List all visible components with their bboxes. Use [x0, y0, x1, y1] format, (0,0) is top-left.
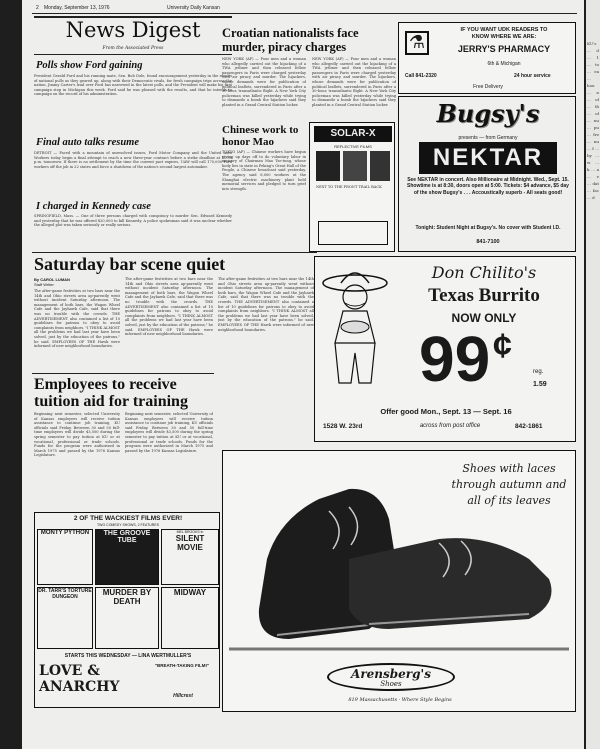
solarx-car-illustration	[318, 221, 388, 245]
film-cell-silent-movie[interactable]	[161, 529, 219, 585]
film-breath: "BREATH-TAKING FILM!"	[154, 663, 210, 668]
film-cell-text: MONTY PYTHON	[40, 530, 90, 536]
bar-scene-staff: Staff Writer	[34, 282, 54, 287]
croatian-headline: Croatian nationalists face murder, piracy charges	[222, 26, 359, 54]
arensbergs-logo	[327, 663, 455, 691]
bugsys-ad[interactable]	[398, 96, 576, 252]
film-ad[interactable]	[34, 512, 220, 708]
page-number: 2	[36, 5, 39, 11]
film-ad-title: 2 OF THE WACKIEST FILMS EVER!	[73, 515, 183, 522]
newspaper-page	[22, 0, 584, 749]
employees-text-col1: Beginning next semester, selected University of Kansas employees will receive tuition assistance to continue job training, KU officials said Friday. Between 30 and 50 full-time employees will divide $3,500 during the spring semester to pay tuition at KU or at vocational, professional or trade schools. Funds for the program were authorized in March 1975 and passed by the 1976 Kansas Legislature.	[34, 412, 120, 458]
adjacent-page-edge	[586, 0, 600, 749]
don-chilitos-ad[interactable]	[314, 256, 576, 442]
burrito-address: 1528 W. 23rd	[323, 423, 363, 430]
burrito-price: 99	[419, 323, 491, 395]
solarx-ad[interactable]	[309, 122, 395, 252]
burrito-across: across from post office	[419, 423, 481, 429]
film-cell-text: THE GROOVE TUBE	[103, 530, 151, 544]
jerrys-delivery: Free Delivery	[473, 84, 503, 90]
jerrys-line1: IF YOU WANT UDK READERS TO	[460, 27, 548, 33]
burrito-cents: ¢	[493, 327, 512, 365]
solarx-photo-right	[370, 151, 390, 181]
bugsys-presents: presents — from Germany	[458, 135, 518, 141]
bar-scene-text-col2: The after-game festivities at two bars near the 14th and Ohio streets area ap-parently went without incident Saturday afternoon. The management of both bars, the Wagon Wheel Cafe and the Jayhawk Cafe, said that there was no trouble with the crowds. THE ADVERTISEMENT also contained a list of 10 guidelines for patrons to obey to avoid complaints from neighbors. "I THINK ALMOST all the problems we had last year have been solved, just by the education of the patrons," he said. EMPLOYEES OF THE Hawk were informed of new neighborhood boundaries.	[125, 277, 213, 337]
bugsys-text2: Tonight: Student Night at Bugsy's. No cover with Student I.D.	[415, 225, 561, 231]
bugsys-logo: Bugsy's	[436, 99, 540, 128]
solarx-photo-mid	[343, 151, 367, 181]
jerrys-hours: 24 hour service	[514, 73, 551, 79]
digest-item-text: President Gerald Ford and his running mate, Sen. Bob Dole, found encouragement yesterday in the results of national polls as they geared up, along with their Democratic rivals, for fresh campaign trips across the nation. Jimmy Carter's lead over Ford has narrowed in the latest polls, and the President will make his first campaign stop in Michigan this week. Ford said he was pleased with the results, and that he intends to campaign on the record of his administration.	[34, 74, 232, 97]
film-cell-dr-tarr[interactable]	[37, 587, 93, 649]
adjacent-page-text: KU's ... d ... 1 ... to ... ea ... hou ... n ... of ... th ... of ... nu ... pu ... fre ... nu ... f ... by ... w ... k ... a ... e ... dat ... fac ... d	[587, 41, 599, 200]
film-cell-text: MURDER BY DEATH	[102, 588, 152, 606]
arensbergs-tagline: Shoes with laces through autumn and all of its leaves	[451, 462, 567, 507]
bar-scene-text-col3: The after-game festivities at two bars near the 14th and Ohio streets area ap-parently went without incident Saturday afternoon. The management of both bars, the Wagon Wheel Cafe and the Jayhawk Cafe, said that there was no trouble with the crowds. THE ADVERTISEMENT also contained a list of 10 guidelines for patrons to obey to avoid complaints from neighbors. "I THINK ALMOST all the problems we had last year have been solved, just by the education of the patrons," he said. EMPLOYEES OF THE Hawk were informed of new neighborhood boundaries.	[218, 277, 314, 332]
film-cell-midway[interactable]	[161, 587, 219, 649]
solarx-text: NEXT TO THE FRONT TRAIL BACK	[316, 185, 382, 189]
news-digest-title: News Digest	[65, 18, 201, 42]
chinese-text: TOKYO (AP) — Chinese workers have begun giving up days off to do voluntary labor in memory of Chairman Mao Tse-tung, whose body lies in state in Peking's Great Hall of the People, a Chinese broadcast said yesterday. The agency said 8,000 workers at the Shanghai electric machinery plant held memorial services and pledged to turn grief into strength.	[222, 150, 306, 191]
section-rule	[32, 252, 317, 253]
digest-item-text: SPRINGFIELD, Mass. — One of three persons charged with conspiracy to murder Sen. Edward Kennedy and yesterday that he was offered $20,000 to kill Kennedy. A police spokesman said it was unclear whether the alleged plot was taken seriously or really serious.	[34, 214, 232, 228]
page-date: Monday, September 13, 1976	[44, 5, 110, 11]
burrito-reg: reg.	[533, 369, 544, 375]
jerrys-line2: KNOW WHERE WE ARE:	[471, 34, 537, 40]
chinese-headline: Chinese work to honor Mao	[222, 124, 299, 148]
film-ad-subtitle: TWO COMEDY SHOWS, 2 FEATURES	[97, 523, 159, 527]
bar-scene-headline: Saturday bar scene quiet	[34, 254, 226, 274]
solarx-brand: SOLAR-X	[314, 126, 392, 142]
jerrys-phone: Call 841-2320	[405, 73, 437, 79]
croatian-text-col1: NEW YORK (AP) — Four men and a woman who allegedly carried out the hijacking of a TWA jetliner and then released fellow passengers in Paris were charged yesterday with air piracy and murder. The hijackers, whose demands were for publication of political leaflets, surrendered in Paris after a 30-hour, transatlantic flight. A New York City policeman was killed yesterday while trying to dismantle a bomb the hijackers said they planted in a Grand Central Station locker.	[222, 57, 306, 107]
arensbergs-ad[interactable]	[222, 450, 576, 712]
film-cell-monty-python[interactable]	[37, 529, 93, 585]
burrito-brand: Don Chilito's	[431, 263, 537, 282]
burrito-offer: Offer good Mon., Sept. 13 — Sept. 16	[380, 407, 512, 416]
employees-headline: Employees to receive tuition aid for training	[34, 376, 188, 410]
bugsys-text1: See NEKTAR in concert. Also Millionaire at Midnight. Wed., Sept. 15. Showtime is at 8:30, doors open at 5:00. Tickets: $4 advance, $5 day of the show Bugsy's . . . Accoustically superb - All seats good!	[407, 177, 569, 196]
film-cell-murder-by-death[interactable]	[95, 587, 159, 649]
jerrys-name: JERRY'S PHARMACY	[457, 44, 551, 54]
arensbergs-footer: 819 Massachusetts · Where Style Begins	[348, 697, 452, 703]
employees-text-col2: Beginning next semester, selected University of Kansas employees will receive tuition assistance to continue job training, KU officials said Friday. Between 30 and 50 full-time employees will divide $3,500 during the spring semester to pay tuition at KU or at vocational, professional or trade schools. Funds for the program were authorized in March 1975 and passed by the 1976 Kansas Legislature.	[125, 412, 213, 453]
bar-scene-text-col1: The after-game festivities at two bars near the 14th and Ohio streets area ap-parently went without incident Saturday afternoon. The management of both bars, the Wagon Wheel Cafe and the Jayhawk Cafe, said that there was no trouble with the crowds. THE ADVERTISEMENT also contained a list of 10 guidelines for patrons to obey to avoid complaints from neighbors. "I THINK ALMOST all the problems we had last year have been solved, just by the education of the patrons," he said. EMPLOYEES OF THE Hawk were informed of new neighborhood boundaries.	[34, 289, 120, 349]
film-cell-groove-tube[interactable]	[95, 529, 159, 585]
arensbergs-brand: Arensberg's	[351, 667, 431, 681]
digest-item-headline: Final auto talks resume	[36, 137, 139, 148]
sombrero-mascot-illustration	[321, 263, 389, 393]
pharmacy-mortar-icon: ⚗	[405, 31, 429, 55]
digest-item-headline: Polls show Ford gaining	[36, 60, 143, 71]
film-cell-text: MIDWAY	[173, 588, 207, 597]
burrito-reg-price: 1.59	[533, 381, 547, 388]
jerrys-address: 6th & Michigan	[487, 61, 521, 67]
arensbergs-brand2: Shoes	[380, 680, 402, 688]
burrito-now-only: NOW ONLY	[451, 311, 517, 325]
film-starts: STARTS THIS WEDNESDAY — LINA WERTMULLER'S	[64, 653, 192, 659]
burrito-product: Texas Burrito	[428, 285, 540, 306]
shoes-illustration	[229, 459, 569, 659]
film-hillcrest: Hillcrest	[173, 693, 193, 699]
solarx-sub: REFLECTIVE FILMS	[334, 144, 372, 149]
film-cell-text: SILENT MOVIE	[175, 534, 205, 552]
croatian-text-col2: NEW YORK (AP) — Four men and a woman who allegedly carried out the hijacking of a TWA jetliner and then released fellow passengers in Paris were charged yesterday with air piracy and murder. The hijackers, whose demands were for publication of political leaflets, surrendered in Paris after a 30-hour, transatlantic flight. A New York City policeman was killed yesterday while trying to dismantle a bomb the hijackers said they planted in a Grand Central Station locker.	[312, 57, 396, 107]
folio-rule	[32, 13, 577, 14]
jerrys-pharmacy-ad[interactable]	[398, 22, 576, 94]
section-rule	[32, 373, 214, 374]
burrito-phone: 842-1861	[515, 423, 543, 430]
film-cell-text: DR. TARR'S TORTURE DUNGEON	[38, 588, 92, 600]
bugsys-phone: 841-7100	[476, 239, 500, 245]
digest-sub-rule	[34, 54, 232, 55]
solarx-photo-left	[316, 151, 340, 181]
film-mel-brooks: MEL BROOKS in	[176, 530, 204, 534]
digest-item-headline: I charged in Kennedy case	[36, 201, 151, 212]
paper-name: University Daily Kansan	[167, 5, 220, 11]
news-digest-subtitle: From the Associated Press	[102, 46, 164, 51]
digest-item-text: DETROIT — Faced with a mountain of unresolved issues, Ford Motor Company and the United Auto Workers today begin a final attempt to reach a new three-year contract before a strike deadline at 11:59 p.m. tomorrow. If there is no settlement by the time the current pact expires, UAW will call 170,000 Ford workers off the job in 22 states and force a shutdown of the nation's second largest automaker.	[34, 151, 232, 169]
bugsys-band: NEKTAR	[419, 142, 557, 174]
bar-scene-byline: By CAROL LUMAN	[34, 277, 70, 282]
film-love-anarchy: LOVE & ANARCHY	[39, 663, 120, 695]
